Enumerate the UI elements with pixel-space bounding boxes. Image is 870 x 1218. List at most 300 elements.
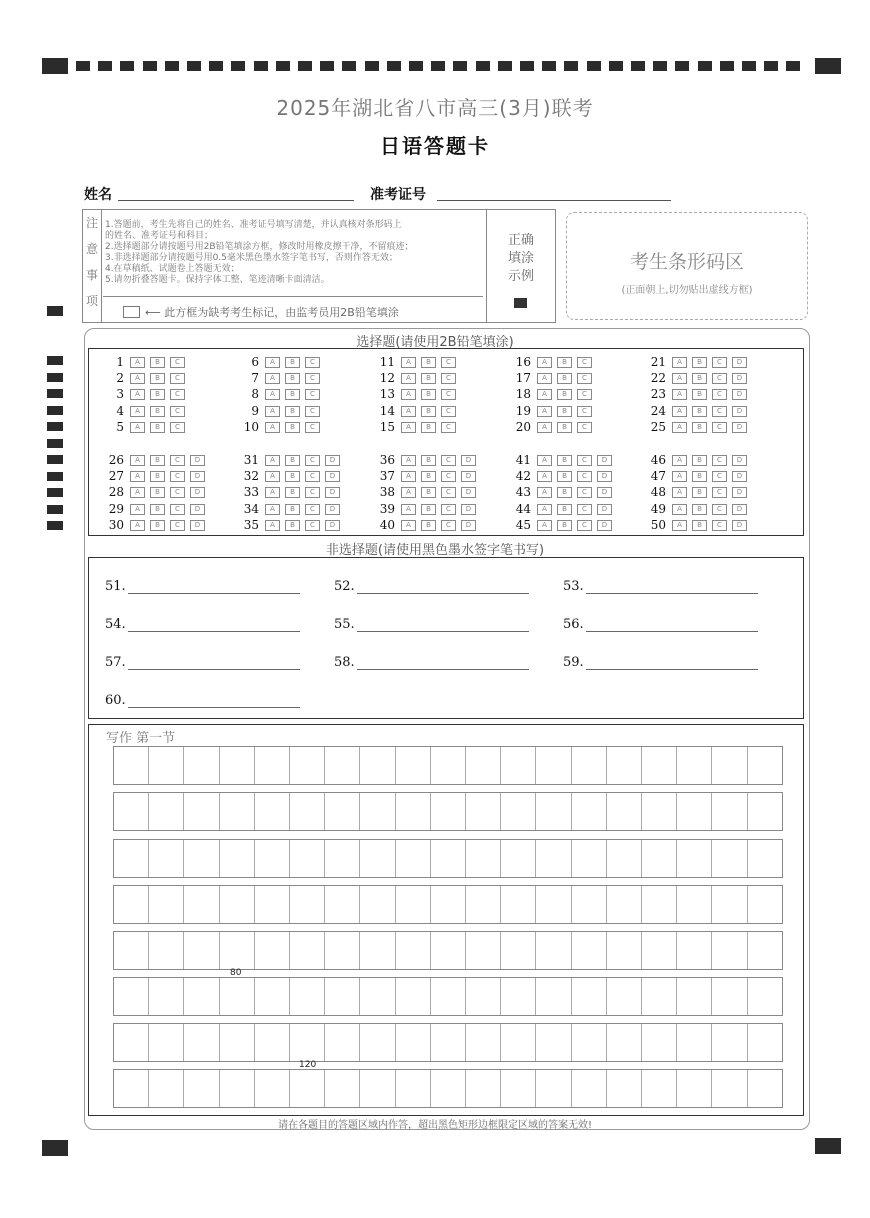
writing-cell[interactable] — [712, 886, 747, 923]
writing-cell[interactable] — [748, 1070, 782, 1107]
answer-bubble[interactable]: A — [537, 373, 552, 384]
writing-cell[interactable] — [572, 1024, 607, 1061]
answer-bubble[interactable]: C — [441, 487, 456, 498]
answer-bubble[interactable]: B — [150, 406, 165, 417]
writing-cell[interactable] — [712, 978, 747, 1015]
answer-bubble[interactable]: B — [557, 373, 572, 384]
answer-bubble[interactable]: C — [305, 504, 320, 515]
answer-bubble[interactable]: C — [577, 471, 592, 482]
answer-bubble[interactable]: B — [692, 504, 707, 515]
answer-bubble[interactable]: A — [672, 422, 687, 433]
writing-cell[interactable] — [607, 1024, 642, 1061]
answer-bubble[interactable]: A — [265, 504, 280, 515]
answer-bubble[interactable]: B — [285, 357, 300, 368]
answer-bubble[interactable]: A — [130, 504, 145, 515]
answer-bubble[interactable]: D — [325, 520, 340, 531]
answer-bubble[interactable]: C — [441, 504, 456, 515]
writing-cell[interactable] — [501, 1070, 536, 1107]
answer-bubble[interactable]: A — [265, 422, 280, 433]
answer-bubble[interactable]: C — [441, 406, 456, 417]
absent-checkbox[interactable] — [123, 306, 140, 318]
writing-cell[interactable] — [572, 840, 607, 877]
writing-cell[interactable] — [396, 840, 431, 877]
answer-bubble[interactable]: B — [285, 487, 300, 498]
blank-line[interactable] — [128, 593, 300, 594]
answer-bubble[interactable]: D — [325, 471, 340, 482]
writing-cell[interactable] — [677, 886, 712, 923]
answer-bubble[interactable]: B — [421, 422, 436, 433]
answer-bubble[interactable]: B — [150, 389, 165, 400]
writing-cell[interactable] — [290, 886, 325, 923]
answer-bubble[interactable]: B — [285, 422, 300, 433]
writing-cell[interactable] — [114, 747, 149, 784]
answer-bubble[interactable]: C — [170, 357, 185, 368]
answer-bubble[interactable]: A — [265, 373, 280, 384]
answer-bubble[interactable]: D — [597, 487, 612, 498]
writing-cell[interactable] — [220, 793, 255, 830]
answer-bubble[interactable]: C — [712, 406, 727, 417]
answer-bubble[interactable]: A — [130, 422, 145, 433]
writing-cell[interactable] — [114, 840, 149, 877]
answer-bubble[interactable]: C — [305, 373, 320, 384]
writing-cell[interactable] — [325, 840, 360, 877]
writing-cell[interactable] — [325, 886, 360, 923]
answer-bubble[interactable]: D — [190, 471, 205, 482]
answer-bubble[interactable]: D — [461, 471, 476, 482]
answer-bubble[interactable]: B — [285, 504, 300, 515]
answer-bubble[interactable]: D — [461, 504, 476, 515]
answer-bubble[interactable]: D — [325, 504, 340, 515]
writing-cell[interactable] — [748, 886, 782, 923]
answer-bubble[interactable]: A — [537, 520, 552, 531]
answer-bubble[interactable]: D — [732, 373, 747, 384]
answer-bubble[interactable]: B — [421, 357, 436, 368]
answer-bubble[interactable]: A — [130, 357, 145, 368]
writing-cell[interactable] — [748, 747, 782, 784]
writing-cell[interactable] — [396, 793, 431, 830]
writing-cell[interactable] — [607, 840, 642, 877]
answer-bubble[interactable]: A — [537, 389, 552, 400]
writing-cell[interactable] — [149, 1070, 184, 1107]
answer-bubble[interactable]: A — [672, 389, 687, 400]
writing-cell[interactable] — [536, 747, 571, 784]
blank-line[interactable] — [128, 631, 300, 632]
writing-cell[interactable] — [396, 886, 431, 923]
answer-bubble[interactable]: A — [265, 520, 280, 531]
writing-cell[interactable] — [396, 932, 431, 969]
writing-cell[interactable] — [536, 978, 571, 1015]
writing-cell[interactable] — [642, 840, 677, 877]
writing-cell[interactable] — [536, 840, 571, 877]
writing-cell[interactable] — [501, 886, 536, 923]
answer-bubble[interactable]: A — [537, 357, 552, 368]
writing-cell[interactable] — [114, 1070, 149, 1107]
writing-cell[interactable] — [220, 1070, 255, 1107]
answer-bubble[interactable]: D — [190, 487, 205, 498]
answer-bubble[interactable]: C — [577, 520, 592, 531]
answer-bubble[interactable]: B — [421, 389, 436, 400]
answer-bubble[interactable]: B — [150, 373, 165, 384]
answer-bubble[interactable]: A — [130, 520, 145, 531]
blank-line[interactable] — [128, 669, 300, 670]
answer-bubble[interactable]: C — [577, 373, 592, 384]
writing-cell[interactable] — [501, 747, 536, 784]
answer-bubble[interactable]: C — [170, 422, 185, 433]
writing-cell[interactable] — [325, 747, 360, 784]
answer-bubble[interactable]: B — [150, 357, 165, 368]
answer-bubble[interactable]: D — [461, 520, 476, 531]
answer-bubble[interactable]: C — [305, 487, 320, 498]
answer-bubble[interactable]: D — [461, 455, 476, 466]
answer-bubble[interactable]: C — [170, 471, 185, 482]
answer-bubble[interactable]: C — [577, 406, 592, 417]
answer-bubble[interactable]: A — [265, 471, 280, 482]
writing-cell[interactable] — [642, 747, 677, 784]
answer-bubble[interactable]: C — [441, 422, 456, 433]
writing-cell[interactable] — [184, 747, 219, 784]
answer-bubble[interactable]: A — [672, 520, 687, 531]
answer-bubble[interactable]: B — [421, 373, 436, 384]
answer-bubble[interactable]: B — [692, 406, 707, 417]
answer-bubble[interactable]: D — [461, 487, 476, 498]
writing-cell[interactable] — [184, 978, 219, 1015]
writing-cell[interactable] — [536, 886, 571, 923]
writing-cell[interactable] — [607, 1070, 642, 1107]
answer-bubble[interactable]: A — [401, 455, 416, 466]
answer-bubble[interactable]: A — [537, 471, 552, 482]
answer-bubble[interactable]: A — [401, 389, 416, 400]
answer-bubble[interactable]: B — [557, 471, 572, 482]
writing-cell[interactable] — [677, 932, 712, 969]
answer-bubble[interactable]: A — [672, 373, 687, 384]
writing-cell[interactable] — [290, 840, 325, 877]
answer-bubble[interactable]: B — [692, 487, 707, 498]
writing-cell[interactable] — [607, 932, 642, 969]
answer-bubble[interactable]: C — [170, 373, 185, 384]
writing-cell[interactable] — [431, 978, 466, 1015]
answer-bubble[interactable]: A — [130, 389, 145, 400]
answer-bubble[interactable]: D — [732, 422, 747, 433]
blank-line[interactable] — [128, 707, 300, 708]
answer-bubble[interactable]: D — [732, 455, 747, 466]
answer-bubble[interactable]: C — [441, 373, 456, 384]
answer-bubble[interactable]: A — [265, 357, 280, 368]
writing-cell[interactable] — [220, 747, 255, 784]
answer-bubble[interactable]: B — [150, 520, 165, 531]
answer-bubble[interactable]: A — [130, 471, 145, 482]
answer-bubble[interactable]: D — [732, 357, 747, 368]
writing-cell[interactable] — [255, 886, 290, 923]
writing-cell[interactable] — [466, 932, 501, 969]
answer-bubble[interactable]: A — [672, 455, 687, 466]
writing-cell[interactable] — [466, 840, 501, 877]
answer-bubble[interactable]: D — [190, 455, 205, 466]
writing-cell[interactable] — [360, 793, 395, 830]
answer-bubble[interactable]: D — [732, 471, 747, 482]
writing-cell[interactable] — [572, 932, 607, 969]
answer-bubble[interactable]: C — [712, 504, 727, 515]
writing-cell[interactable] — [748, 840, 782, 877]
answer-bubble[interactable]: D — [732, 504, 747, 515]
answer-bubble[interactable]: D — [190, 504, 205, 515]
answer-bubble[interactable]: C — [441, 471, 456, 482]
answer-bubble[interactable]: C — [305, 406, 320, 417]
writing-cell[interactable] — [290, 1024, 325, 1061]
writing-cell[interactable] — [114, 793, 149, 830]
writing-cell[interactable] — [677, 1024, 712, 1061]
writing-cell[interactable] — [572, 1070, 607, 1107]
writing-cell[interactable] — [572, 793, 607, 830]
writing-cell[interactable] — [501, 932, 536, 969]
writing-cell[interactable] — [184, 840, 219, 877]
writing-cell[interactable] — [501, 793, 536, 830]
answer-bubble[interactable]: B — [692, 520, 707, 531]
writing-cell[interactable] — [255, 793, 290, 830]
writing-cell[interactable] — [748, 1024, 782, 1061]
answer-bubble[interactable]: C — [712, 520, 727, 531]
writing-cell[interactable] — [431, 840, 466, 877]
writing-cell[interactable] — [466, 886, 501, 923]
writing-cell[interactable] — [149, 932, 184, 969]
answer-bubble[interactable]: C — [577, 504, 592, 515]
writing-cell[interactable] — [466, 747, 501, 784]
answer-bubble[interactable]: B — [150, 471, 165, 482]
answer-bubble[interactable]: A — [401, 487, 416, 498]
answer-bubble[interactable]: D — [190, 520, 205, 531]
writing-cell[interactable] — [360, 932, 395, 969]
answer-bubble[interactable]: B — [285, 471, 300, 482]
writing-cell[interactable] — [325, 793, 360, 830]
answer-bubble[interactable]: B — [692, 357, 707, 368]
answer-bubble[interactable]: C — [577, 487, 592, 498]
writing-cell[interactable] — [431, 886, 466, 923]
writing-cell[interactable] — [536, 932, 571, 969]
answer-bubble[interactable]: C — [441, 389, 456, 400]
writing-cell[interactable] — [290, 978, 325, 1015]
writing-cell[interactable] — [149, 840, 184, 877]
blank-line[interactable] — [586, 669, 758, 670]
answer-bubble[interactable]: C — [577, 357, 592, 368]
answer-bubble[interactable]: A — [265, 487, 280, 498]
answer-bubble[interactable]: B — [557, 487, 572, 498]
writing-cell[interactable] — [114, 978, 149, 1015]
writing-cell[interactable] — [396, 978, 431, 1015]
writing-cell[interactable] — [431, 747, 466, 784]
answer-bubble[interactable]: A — [130, 455, 145, 466]
writing-cell[interactable] — [360, 1070, 395, 1107]
writing-cell[interactable] — [184, 1024, 219, 1061]
writing-cell[interactable] — [712, 840, 747, 877]
answer-bubble[interactable]: A — [537, 487, 552, 498]
writing-cell[interactable] — [184, 932, 219, 969]
answer-bubble[interactable]: B — [692, 471, 707, 482]
answer-bubble[interactable]: C — [712, 389, 727, 400]
answer-bubble[interactable]: B — [285, 389, 300, 400]
answer-bubble[interactable]: D — [732, 487, 747, 498]
writing-cell[interactable] — [536, 793, 571, 830]
answer-bubble[interactable]: B — [557, 357, 572, 368]
writing-cell[interactable] — [642, 793, 677, 830]
answer-bubble[interactable]: A — [401, 471, 416, 482]
writing-cell[interactable] — [572, 978, 607, 1015]
writing-cell[interactable] — [220, 932, 255, 969]
answer-bubble[interactable]: D — [732, 406, 747, 417]
writing-cell[interactable] — [607, 886, 642, 923]
writing-cell[interactable] — [396, 1070, 431, 1107]
answer-bubble[interactable]: B — [421, 406, 436, 417]
writing-cell[interactable] — [536, 1024, 571, 1061]
writing-cell[interactable] — [642, 1024, 677, 1061]
writing-cell[interactable] — [712, 932, 747, 969]
writing-cell[interactable] — [607, 978, 642, 1015]
answer-bubble[interactable]: B — [421, 504, 436, 515]
writing-cell[interactable] — [184, 886, 219, 923]
writing-cell[interactable] — [220, 840, 255, 877]
writing-cell[interactable] — [642, 932, 677, 969]
answer-bubble[interactable]: B — [557, 520, 572, 531]
answer-bubble[interactable]: B — [692, 373, 707, 384]
writing-cell[interactable] — [748, 793, 782, 830]
blank-line[interactable] — [586, 631, 758, 632]
writing-cell[interactable] — [712, 793, 747, 830]
answer-bubble[interactable]: A — [672, 357, 687, 368]
answer-bubble[interactable]: B — [285, 520, 300, 531]
answer-bubble[interactable]: C — [712, 471, 727, 482]
writing-cell[interactable] — [360, 886, 395, 923]
writing-cell[interactable] — [255, 1070, 290, 1107]
writing-cell[interactable] — [220, 1024, 255, 1061]
answer-bubble[interactable]: D — [325, 487, 340, 498]
writing-cell[interactable] — [536, 1070, 571, 1107]
blank-line[interactable] — [357, 631, 529, 632]
answer-bubble[interactable]: D — [325, 455, 340, 466]
writing-cell[interactable] — [748, 978, 782, 1015]
writing-cell[interactable] — [290, 932, 325, 969]
answer-bubble[interactable]: C — [305, 422, 320, 433]
writing-cell[interactable] — [325, 932, 360, 969]
writing-cell[interactable] — [325, 1024, 360, 1061]
writing-cell[interactable] — [466, 1024, 501, 1061]
writing-cell[interactable] — [255, 747, 290, 784]
answer-bubble[interactable]: A — [265, 406, 280, 417]
exam-number-field[interactable] — [437, 200, 671, 201]
answer-bubble[interactable]: C — [305, 357, 320, 368]
answer-bubble[interactable]: A — [401, 504, 416, 515]
writing-cell[interactable] — [431, 932, 466, 969]
writing-cell[interactable] — [325, 978, 360, 1015]
writing-cell[interactable] — [677, 747, 712, 784]
writing-cell[interactable] — [642, 886, 677, 923]
writing-cell[interactable] — [255, 932, 290, 969]
writing-cell[interactable] — [748, 932, 782, 969]
answer-bubble[interactable]: B — [557, 422, 572, 433]
answer-bubble[interactable]: C — [305, 389, 320, 400]
answer-bubble[interactable]: C — [170, 455, 185, 466]
writing-cell[interactable] — [431, 1024, 466, 1061]
answer-bubble[interactable]: A — [401, 520, 416, 531]
answer-bubble[interactable]: C — [170, 406, 185, 417]
writing-cell[interactable] — [677, 793, 712, 830]
answer-bubble[interactable]: D — [597, 455, 612, 466]
writing-cell[interactable] — [677, 978, 712, 1015]
answer-bubble[interactable]: D — [732, 389, 747, 400]
writing-cell[interactable] — [149, 747, 184, 784]
answer-bubble[interactable]: B — [150, 422, 165, 433]
writing-cell[interactable] — [325, 1070, 360, 1107]
answer-bubble[interactable]: C — [712, 422, 727, 433]
answer-bubble[interactable]: C — [712, 373, 727, 384]
blank-line[interactable] — [586, 593, 758, 594]
answer-bubble[interactable]: A — [672, 471, 687, 482]
answer-bubble[interactable]: C — [305, 455, 320, 466]
writing-cell[interactable] — [290, 747, 325, 784]
name-field[interactable] — [118, 200, 354, 201]
answer-bubble[interactable]: C — [170, 504, 185, 515]
writing-cell[interactable] — [360, 1024, 395, 1061]
answer-bubble[interactable]: B — [421, 487, 436, 498]
writing-cell[interactable] — [255, 1024, 290, 1061]
writing-cell[interactable] — [290, 793, 325, 830]
writing-cell[interactable] — [149, 793, 184, 830]
writing-cell[interactable] — [114, 1024, 149, 1061]
answer-bubble[interactable]: C — [170, 487, 185, 498]
writing-cell[interactable] — [677, 840, 712, 877]
writing-cell[interactable] — [114, 932, 149, 969]
answer-bubble[interactable]: C — [712, 357, 727, 368]
writing-cell[interactable] — [360, 978, 395, 1015]
answer-bubble[interactable]: A — [537, 504, 552, 515]
answer-bubble[interactable]: A — [130, 373, 145, 384]
answer-bubble[interactable]: B — [557, 504, 572, 515]
answer-bubble[interactable]: C — [712, 487, 727, 498]
answer-bubble[interactable]: B — [692, 389, 707, 400]
answer-bubble[interactable]: A — [265, 455, 280, 466]
answer-bubble[interactable]: A — [672, 406, 687, 417]
answer-bubble[interactable]: A — [537, 422, 552, 433]
answer-bubble[interactable]: B — [557, 455, 572, 466]
writing-cell[interactable] — [607, 793, 642, 830]
answer-bubble[interactable]: B — [692, 455, 707, 466]
writing-cell[interactable] — [501, 1024, 536, 1061]
answer-bubble[interactable]: C — [441, 520, 456, 531]
writing-cell[interactable] — [431, 793, 466, 830]
writing-cell[interactable] — [466, 793, 501, 830]
writing-cell[interactable] — [149, 978, 184, 1015]
writing-cell[interactable] — [501, 978, 536, 1015]
writing-cell[interactable] — [184, 1070, 219, 1107]
answer-bubble[interactable]: A — [130, 406, 145, 417]
writing-cell[interactable] — [712, 1024, 747, 1061]
answer-bubble[interactable]: A — [672, 504, 687, 515]
answer-bubble[interactable]: B — [692, 422, 707, 433]
answer-bubble[interactable]: B — [421, 455, 436, 466]
writing-cell[interactable] — [220, 886, 255, 923]
answer-bubble[interactable]: A — [130, 487, 145, 498]
writing-cell[interactable] — [677, 1070, 712, 1107]
writing-cell[interactable] — [712, 747, 747, 784]
answer-bubble[interactable]: C — [577, 455, 592, 466]
writing-cell[interactable] — [396, 1024, 431, 1061]
writing-cell[interactable] — [466, 978, 501, 1015]
blank-line[interactable] — [357, 669, 529, 670]
answer-bubble[interactable]: B — [150, 455, 165, 466]
writing-cell[interactable] — [149, 886, 184, 923]
answer-bubble[interactable]: C — [305, 471, 320, 482]
writing-cell[interactable] — [431, 1070, 466, 1107]
answer-bubble[interactable]: C — [170, 389, 185, 400]
writing-cell[interactable] — [572, 747, 607, 784]
writing-cell[interactable] — [712, 1070, 747, 1107]
